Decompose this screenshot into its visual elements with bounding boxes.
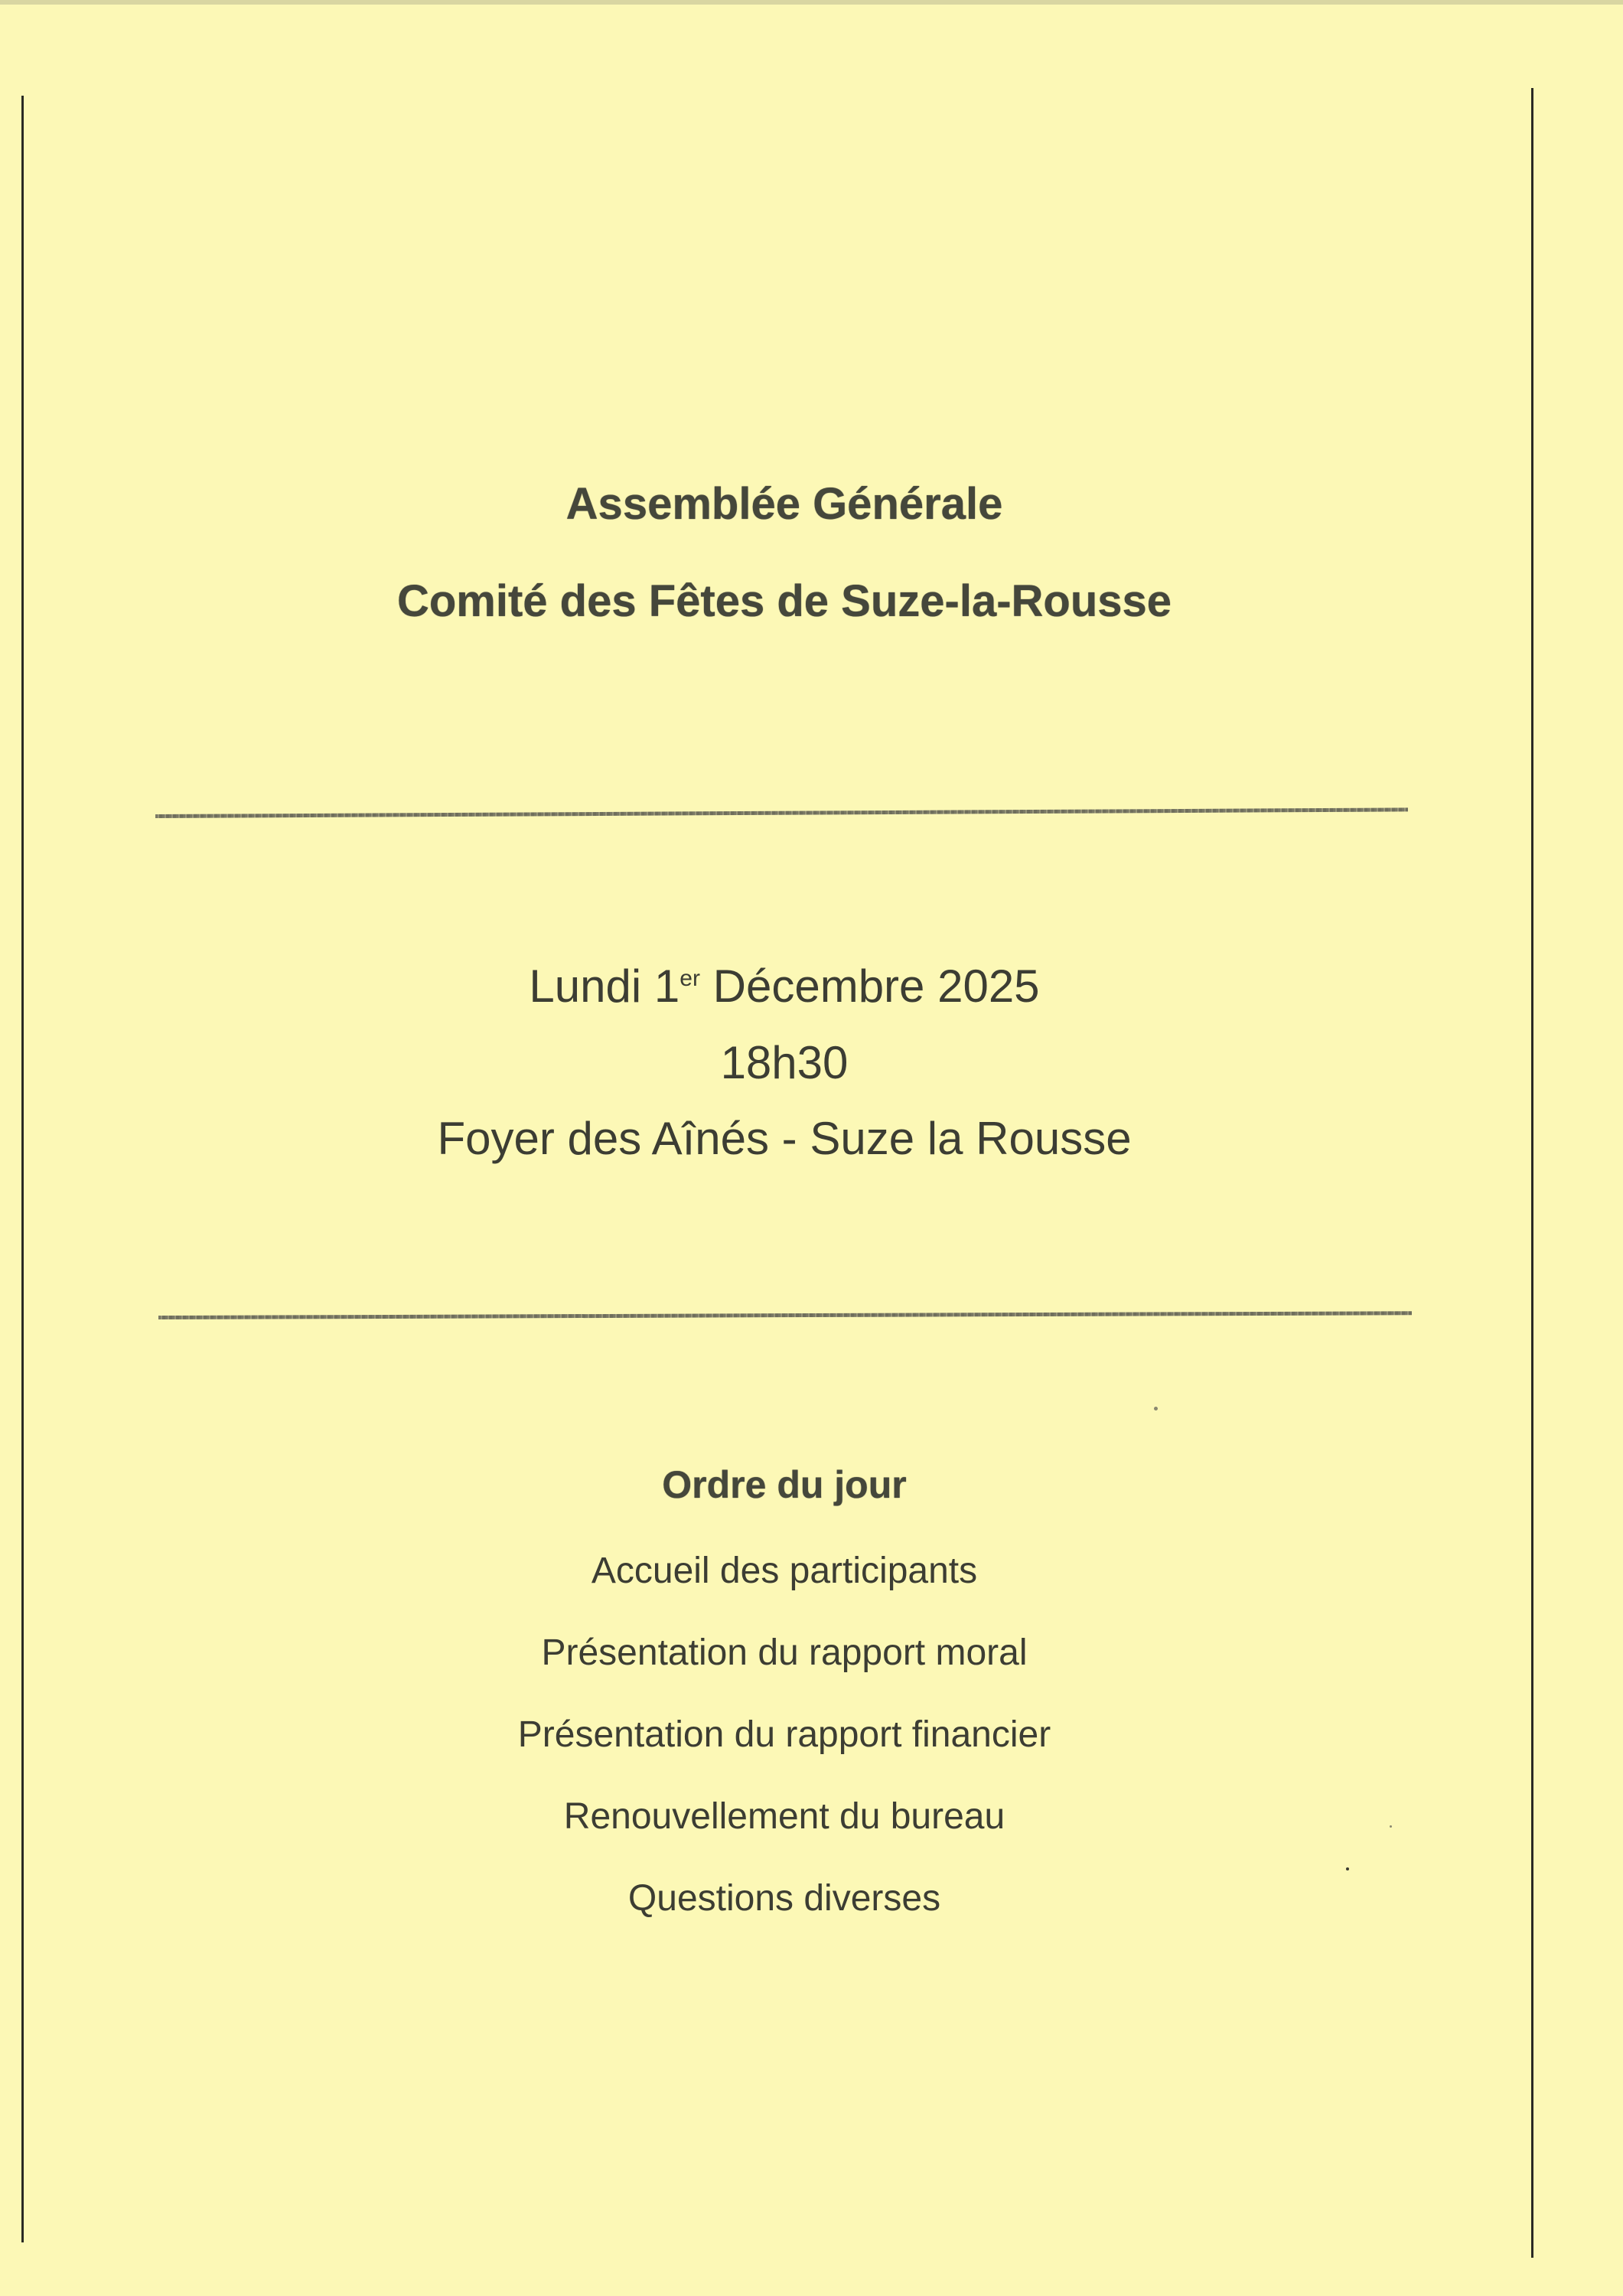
agenda-item: Questions diverses [627, 1878, 941, 1919]
event-date-month-year: Décembre 2025 [699, 960, 1040, 1012]
agenda-title: Ordre du jour [662, 1463, 907, 1506]
right-margin-line [1531, 88, 1533, 2258]
scan-speck [1154, 1407, 1158, 1411]
divider-bottom [158, 1311, 1412, 1319]
event-date [0, 960, 1569, 1013]
scan-speck [1390, 1825, 1392, 1828]
event-place: Foyer des Aînés - Suze la Rousse [437, 1113, 1132, 1164]
scan-top-edge [0, 0, 1623, 5]
left-margin-line [21, 96, 24, 2242]
organization-name: Comité des Fêtes de Suze-la-Rousse [396, 576, 1172, 626]
agenda-item: Présentation du rapport financier [517, 1714, 1051, 1755]
event-time: 18h30 [720, 1037, 849, 1088]
agenda-item: Renouvellement du bureau [563, 1796, 1005, 1837]
scan-speck [1346, 1867, 1349, 1870]
agenda-item: Présentation du rapport moral [541, 1632, 1028, 1673]
document-title: Assemblée Générale [565, 479, 1003, 529]
divider-top [155, 807, 1408, 818]
event-date-ordinal: er [680, 966, 700, 991]
event-date-day: Lundi 1 [529, 960, 680, 1012]
agenda-item: Accueil des participants [591, 1551, 978, 1591]
